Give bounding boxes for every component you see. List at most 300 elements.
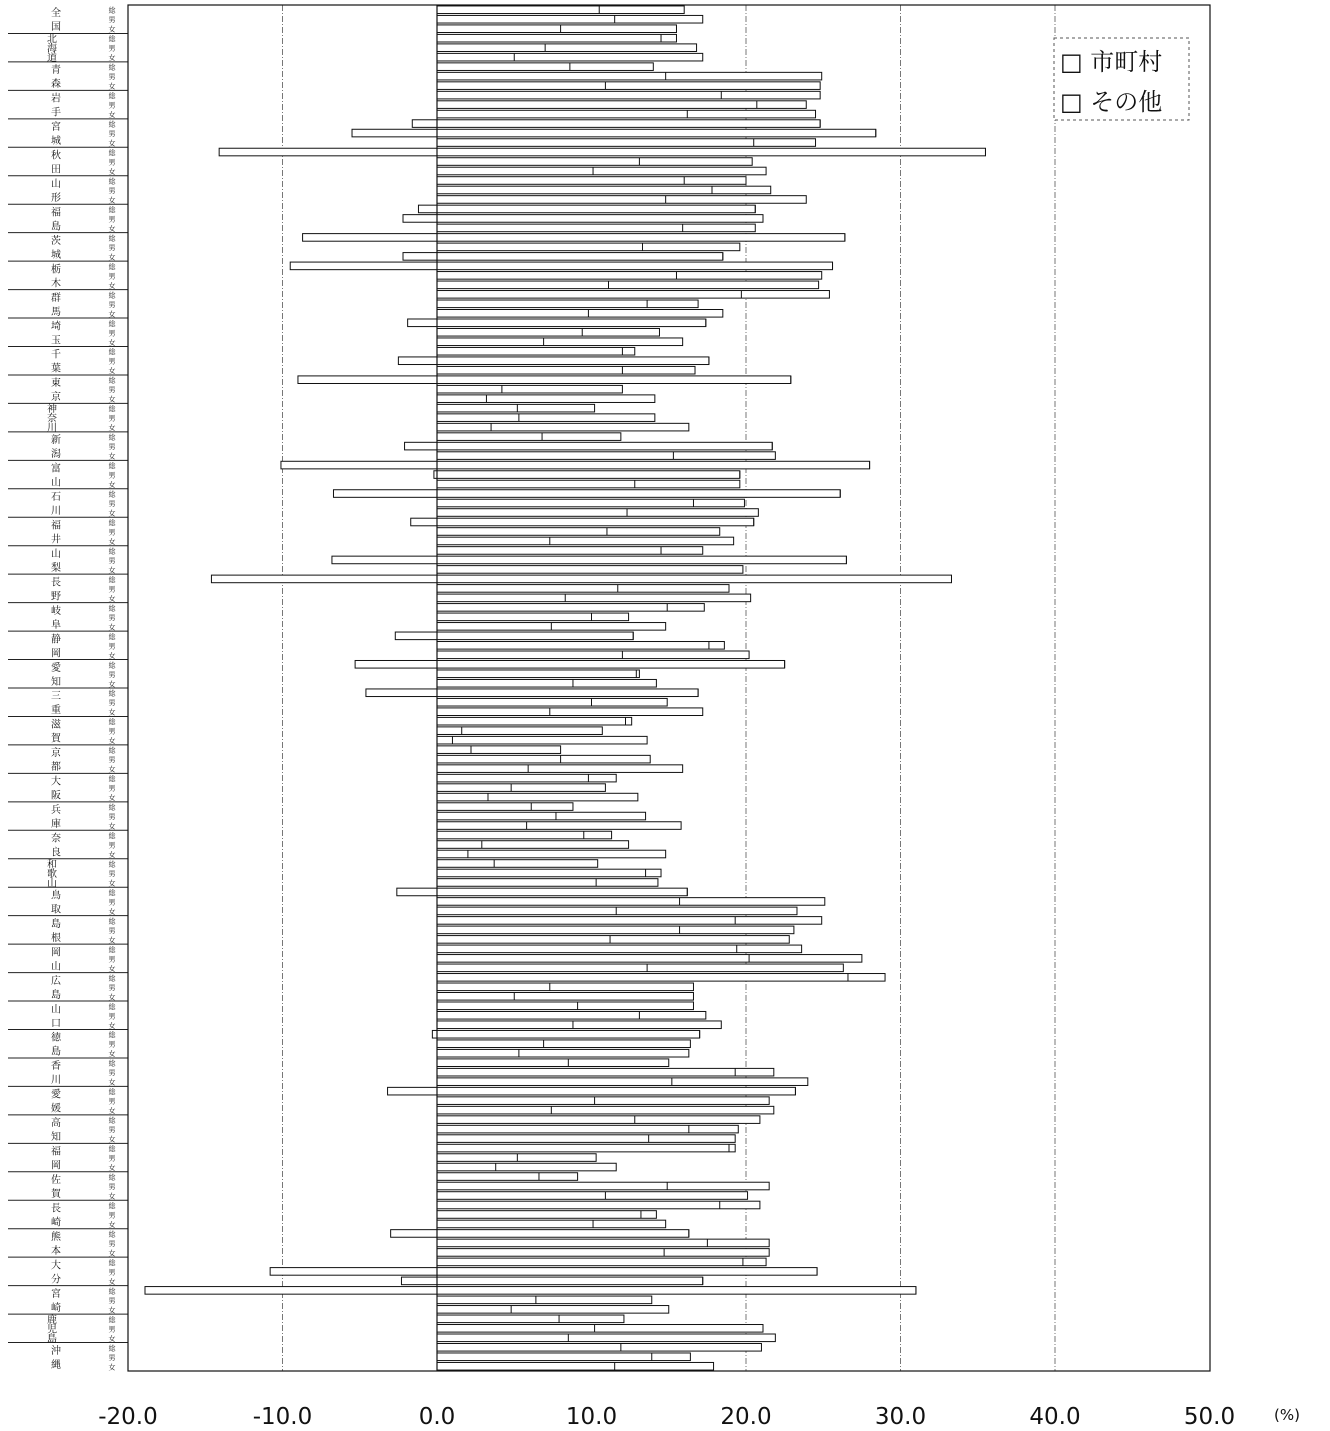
category-label-char: 岡 [51,1160,61,1172]
bar [437,1239,769,1247]
category-label-char: 葉 [51,363,61,375]
row-label: 総 [108,888,116,897]
row-label: 総 [108,945,116,954]
category-label-char: 山 [51,1004,61,1016]
row-label: 女 [108,1334,116,1343]
bar [437,613,629,621]
row-label: 女 [108,1078,116,1087]
row-label: 女 [108,879,116,888]
row-label: 総 [108,348,116,357]
bar [437,670,639,678]
row-label: 女 [108,680,116,689]
category-label-char: 潟 [51,449,61,461]
bar [437,196,806,204]
bar [437,642,724,650]
row-label: 男 [108,784,116,793]
category-label-char: 井 [51,534,61,546]
category-label-char: 木 [51,278,61,290]
category-label-char: 長 [51,577,61,589]
category-label-char: 徳 [51,1032,61,1044]
row-label: 総 [108,632,116,641]
row-label: 男 [108,528,116,537]
category-label-char: 福 [51,520,61,532]
x-tick-label: 0.0 [418,1404,456,1430]
row-label: 女 [108,1249,116,1258]
bar [398,357,709,365]
bar [437,53,703,61]
category-label-char: 愛 [51,662,61,674]
bar [437,72,822,80]
category-label-char: 愛 [51,1089,61,1101]
bar [437,993,693,1001]
x-tick-label: 20.0 [720,1404,772,1430]
category-label-char: 城 [51,249,61,261]
x-tick-label: 10.0 [565,1404,618,1430]
bar [437,736,647,744]
row-label: 男 [108,1097,116,1106]
row-label: 男 [108,813,116,822]
bar [437,1059,669,1067]
bar [437,310,723,318]
bar [437,158,752,166]
category-label-char: 山 [51,548,61,560]
category-label-char: 奈 [47,413,57,425]
bar [437,328,659,336]
row-label: 女 [108,623,116,632]
bar [303,234,845,242]
x-tick-label: 30.0 [874,1404,927,1430]
bar [437,585,729,593]
row-label: 女 [108,737,116,746]
category-label-char: 知 [51,1132,61,1144]
row-label: 女 [108,338,116,347]
row-label: 女 [108,993,116,1002]
bar [333,490,840,498]
row-label: 女 [108,168,116,177]
bar [437,91,820,99]
bar [411,518,754,526]
row-label: 総 [108,1116,116,1125]
bar [437,983,693,991]
bar [145,1287,916,1295]
row-label: 男 [108,1353,116,1362]
bar [437,34,676,42]
category-label-char: 阪 [51,790,61,802]
row-label: 総 [108,832,116,841]
row-label: 男 [108,869,116,878]
bar [437,755,650,763]
category-label-char: 野 [51,591,61,603]
bar [437,452,775,460]
row-label: 総 [108,1230,116,1239]
category-label-char: 国 [51,22,61,34]
bar [437,1116,760,1124]
row-label: 総 [108,604,116,613]
category-label-char: 都 [51,762,61,774]
category-label-char: 海 [47,43,57,55]
row-label: 男 [108,186,116,195]
category-label-char: 重 [51,705,61,717]
row-label: 男 [108,300,116,309]
row-label: 男 [108,1040,116,1049]
bar [437,1334,775,1342]
bar [437,404,595,412]
row-label: 男 [108,443,116,452]
row-label: 女 [108,310,116,319]
category-label-char: 奈 [51,833,61,845]
category-label-char: 玉 [51,335,61,347]
category-label-char: 京 [51,392,61,404]
bar [437,243,740,251]
bar [437,25,676,33]
bar [437,1211,656,1219]
row-label: 総 [108,661,116,670]
category-label-char: 和 [47,859,57,871]
bar [437,1325,763,1333]
category-label-char: 縄 [51,1359,61,1371]
category-label-char: 取 [51,904,61,916]
category-label-char: 森 [51,79,61,91]
bar [437,793,638,801]
row-label: 男 [108,16,116,25]
row-label: 女 [108,1021,116,1030]
category-label-char: 熊 [51,1231,61,1243]
row-label: 女 [108,851,116,860]
bar [432,1030,699,1038]
bar [437,717,632,725]
bar [437,395,655,403]
category-label-char: 新 [51,435,61,447]
bar [437,1173,578,1181]
bar [437,1040,690,1048]
category-label-char: 福 [51,207,61,219]
row-label: 女 [108,395,116,404]
category-label-char: 島 [47,1333,57,1345]
row-label: 総 [108,1059,116,1068]
bar [437,964,843,972]
bar [412,120,820,128]
bar [437,1002,693,1010]
row-label: 男 [108,841,116,850]
row-label: 女 [108,25,116,34]
row-label: 男 [108,585,116,594]
bar [437,547,703,555]
row-label: 総 [108,1258,116,1267]
category-label-char: 梨 [51,562,61,574]
bar [437,528,720,536]
bar [437,936,789,944]
category-label-char: 馬 [51,306,61,318]
row-label: 男 [108,1239,116,1248]
row-label: 男 [108,1154,116,1163]
bar [437,594,751,602]
row-label: 総 [108,177,116,186]
row-label: 総 [108,149,116,158]
row-label: 女 [108,1277,116,1286]
row-label: 総 [108,518,116,527]
bar [405,442,773,450]
row-label: 女 [108,281,116,290]
row-label: 総 [108,746,116,755]
row-label: 男 [108,756,116,765]
category-label-char: 岡 [51,947,61,959]
bar [437,1249,769,1257]
bar [437,186,771,194]
row-label: 男 [108,699,116,708]
category-label-char: 大 [51,776,61,788]
category-label-char: 賀 [51,733,61,745]
x-axis [98,1404,1235,1430]
category-label-char: 栃 [51,264,61,276]
category-label-char: 石 [51,492,61,504]
bar [437,1343,761,1351]
row-label: 男 [108,73,116,82]
row-label: 女 [108,907,116,916]
bar [437,224,755,232]
bar [437,1362,714,1370]
row-label: 女 [108,481,116,490]
bar [332,556,846,564]
bar [437,831,612,839]
bar [437,537,734,545]
category-label-char: 鳥 [51,890,61,902]
category-label-char: 島 [51,221,61,233]
category-label-char: 賀 [51,1189,61,1201]
bar [437,177,746,185]
category-label-char: 静 [51,634,61,646]
category-label-char: 富 [51,463,61,475]
bar [434,471,740,479]
bar [437,1097,769,1105]
category-labels [8,6,128,1372]
row-label: 男 [108,158,116,167]
category-label-char: 東 [51,378,61,390]
bar [437,1201,760,1209]
category-label-char: 城 [51,136,61,148]
row-label: 女 [108,54,116,63]
category-label-char: 良 [51,847,61,859]
bar [437,433,621,441]
bar [437,1258,766,1266]
category-label-char: 田 [51,164,61,176]
row-label: 女 [108,822,116,831]
category-label-char: 青 [51,65,61,77]
x-tick-label: 40.0 [1029,1404,1081,1430]
bar [437,509,758,517]
row-label: 総 [108,433,116,442]
row-label: 女 [108,424,116,433]
category-label-char: 根 [51,932,61,944]
category-label-char: 千 [51,349,61,361]
category-label-char: 宮 [51,122,61,134]
row-label: 総 [108,1173,116,1182]
row-label: 男 [108,613,116,622]
category-label-char: 山 [51,961,61,973]
bar [355,660,785,668]
bar [437,1306,669,1314]
bar [437,1049,689,1057]
row-label: 女 [108,253,116,262]
bar [437,812,646,820]
row-label: 総 [108,319,116,328]
row-label: 男 [108,243,116,252]
bar [403,215,763,223]
bar [437,6,684,14]
row-label: 男 [108,386,116,395]
bar [437,784,605,792]
category-label-char: 沖 [51,1345,61,1357]
row-label: 総 [108,1145,116,1154]
category-label-char: 知 [51,676,61,688]
row-label: 総 [108,860,116,869]
row-label: 女 [108,1164,116,1173]
bar [437,414,655,422]
bar [437,110,816,118]
bar [437,869,661,877]
bar [437,679,656,687]
category-label-char: 島 [51,918,61,930]
bar [391,1230,689,1238]
bar [437,347,635,355]
bar [437,101,806,109]
bar [437,1154,596,1162]
bar [437,1106,774,1114]
row-label: 男 [108,357,116,366]
category-label-char: 崎 [51,1302,61,1314]
row-label: 総 [108,718,116,727]
legend-item-other: □ その他 [1060,88,1163,116]
category-label-char: 全 [51,8,61,20]
row-label: 男 [108,1211,116,1220]
bar [437,566,743,574]
row-label: 女 [108,1107,116,1116]
row-label: 女 [108,765,116,774]
row-label: 総 [108,974,116,983]
bar [298,376,791,384]
row-label: 女 [108,964,116,973]
category-label-char: 川 [47,423,57,435]
row-label: 総 [108,462,116,471]
row-label: 男 [108,101,116,110]
category-label-char: 三 [51,691,61,703]
row-label: 男 [108,955,116,964]
bar [437,366,695,374]
row-label: 総 [108,262,116,271]
category-label-char: 岡 [51,648,61,660]
bar [437,698,667,706]
category-label-char: 形 [51,192,61,204]
bar [437,281,819,289]
row-label: 男 [108,926,116,935]
bar [437,1182,769,1190]
row-label: 女 [108,452,116,461]
category-label-char: 北 [47,34,57,46]
x-axis-unit: (%) [1274,1406,1300,1424]
bar [437,423,689,431]
category-label-char: 山 [51,477,61,489]
bar [437,917,822,925]
row-label: 総 [108,917,116,926]
x-tick-label: -20.0 [98,1404,158,1430]
row-label: 総 [108,803,116,812]
row-label: 総 [108,1088,116,1097]
bar [437,480,740,488]
bar [281,461,870,469]
row-label: 女 [108,1363,116,1372]
bar [437,822,681,830]
bar [437,44,697,52]
row-label: 女 [108,794,116,803]
bar [437,898,825,906]
category-label-char: 歌 [47,868,57,880]
row-label: 男 [108,414,116,423]
category-label-char: 分 [51,1274,61,1286]
row-label: 総 [108,1031,116,1040]
row-label: 女 [108,196,116,205]
row-label: 男 [108,1268,116,1277]
bar [437,272,822,280]
row-label: 総 [108,63,116,72]
row-label: 女 [108,1220,116,1229]
bar [437,1011,706,1019]
bar [437,945,802,953]
bar [437,708,703,716]
bar [270,1268,817,1276]
row-label: 男 [108,983,116,992]
row-label: 総 [108,547,116,556]
category-label-char: 媛 [51,1103,61,1115]
category-label-char: 鹿 [47,1314,57,1326]
bar [437,300,698,308]
category-label-char: 埼 [51,321,61,333]
category-label-char: 川 [51,1075,61,1087]
row-label: 男 [108,898,116,907]
category-label-char: 神 [47,404,57,416]
row-label: 総 [108,92,116,101]
bar [437,63,653,71]
row-label: 総 [108,1201,116,1210]
bar [366,689,698,697]
row-label: 総 [108,575,116,584]
bar [437,1021,721,1029]
bar [437,746,561,754]
row-label: 総 [108,6,116,15]
row-label: 総 [108,291,116,300]
category-label-char: 群 [51,292,61,304]
category-label-char: 香 [51,1061,61,1073]
row-label: 女 [108,1306,116,1315]
row-label: 女 [108,367,116,376]
bar [437,385,622,393]
row-label: 女 [108,82,116,91]
row-label: 総 [108,1287,116,1296]
category-label-char: 兵 [51,805,61,817]
row-label: 女 [108,1192,116,1201]
category-label-char: 岐 [51,605,61,617]
category-label-char: 手 [51,107,61,119]
row-label: 女 [108,708,116,717]
bar [437,1135,735,1143]
bar [437,1125,738,1133]
category-label-char: 京 [51,748,61,760]
category-label-char: 口 [51,1018,61,1030]
row-label: 女 [108,1135,116,1144]
row-label: 男 [108,670,116,679]
bar [437,907,797,915]
row-label: 女 [108,594,116,603]
category-label-char: 川 [51,506,61,518]
bar [437,291,829,299]
